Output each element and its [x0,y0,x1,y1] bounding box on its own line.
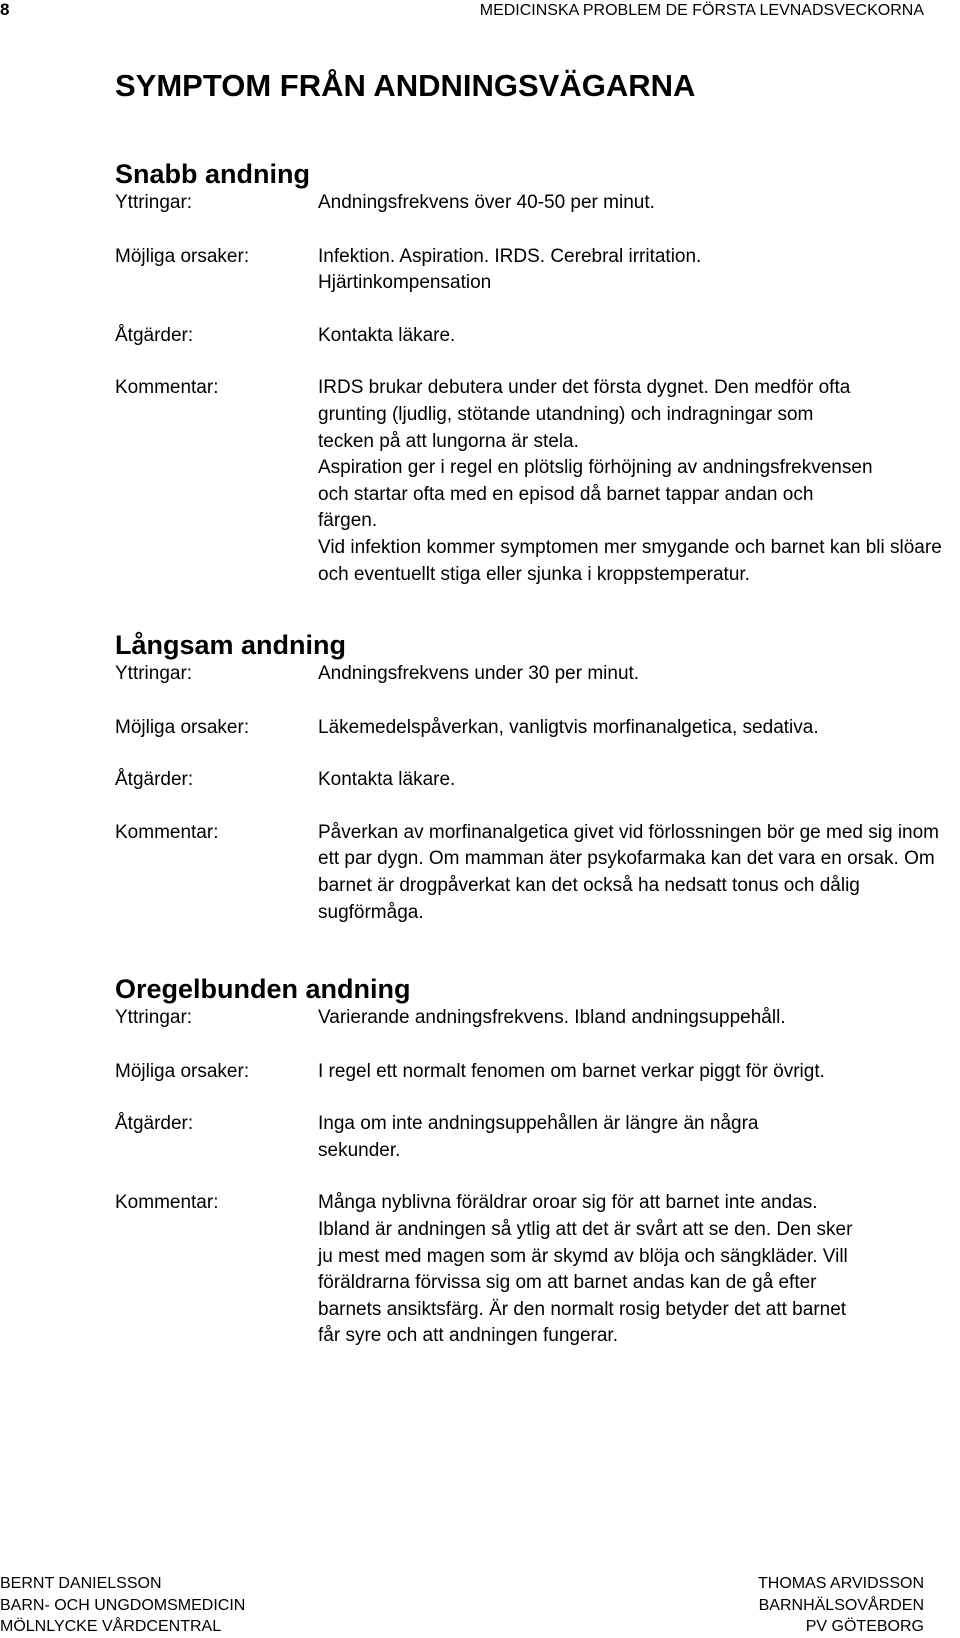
actions-row [115,767,960,794]
comment-paragraph: IRDS brukar debutera under det första dygnet. Den medför ofta grunting (ljudlig, stötande utandning) och indragningar som tecken på att lungorna är stela. [318,377,851,452]
comment-value [318,820,960,926]
footer-institution-right: PV GÖTEBORG [805,1618,924,1635]
signs-value: Andningsfrekvens över 40-50 per minut. [318,192,655,213]
signs-row [115,190,960,217]
signs-label: Yttringar: [115,1007,193,1028]
causes-label: Möjliga orsaker: [115,1060,250,1082]
footer-author-left: BERNT DANIELSSON [0,1575,162,1592]
comment-paragraph: Påverkan av morfinanalgetica givet vid förlossningen bör ge med sig inom ett par dygn. Om mamman äter psykofarmaka kan det vara en orsak. Om barnet är drogpåverkat kan det också ha nedsatt tonus och dålig sugförmåga. [318,821,939,923]
comment-row [115,820,960,926]
section-heading: Långsam andning [115,630,347,660]
comment-paragraph: Vid infektion kommer symptomen mer smygande och barnet kan bli slöare och eventuellt stiga eller sjunka i kroppstemperatur. [318,536,942,585]
comment-paragraph: Många nyblivna föräldrar oroar sig för att barnet inte andas. Ibland är andningen så ytlig att det är svårt att se den. Den sker ju mest med magen som är skymd av blöja och sängkläder. Vill föräldrarna förvissa sig om att barnet andas kan de gå efter barnets ansiktsfärg. Är den normalt rosig betyder det att barnet får syre och att andningen fungerar. [318,1192,853,1347]
causes-value: I regel ett normalt fenomen om barnet verkar piggt för övrigt. [318,1060,825,1082]
causes-label: Möjliga orsaker: [115,245,250,267]
actions-label: Åtgärder: [115,1113,194,1135]
page-title: SYMPTOM FRÅN ANDNINGSVÄGARNA [115,68,696,103]
comment-label: Kommentar: [115,377,219,399]
signs-label: Yttringar: [115,192,193,213]
section-irregular-breathing [115,972,960,1350]
footer-left [0,1573,245,1638]
comment-paragraph: Aspiration ger i regel en plötslig förhöjning av andningsfrekvensen och startar ofta med en episod då barnet tappar andan och färgen. [318,457,873,532]
footer-department-left: BARN- OCH UNGDOMSMEDICIN [0,1596,246,1614]
signs-value: Varierande andningsfrekvens. Ibland andningsuppehåll. [318,1007,786,1028]
causes-row [115,715,960,742]
signs-row [115,661,960,688]
actions-value: Kontakta läkare. [318,769,456,791]
actions-value: Inga om inte andningsuppehållen är längre än några sekunder. [318,1113,759,1161]
section-heading: Snabb andning [115,159,310,189]
signs-row [115,1005,960,1032]
page-number: 8 [0,0,10,19]
actions-row [115,1111,960,1164]
actions-label: Åtgärder: [115,769,194,791]
section-slow-breathing [115,628,960,926]
running-header: MEDICINSKA PROBLEM DE FÖRSTA LEVNADSVECKORNA [479,2,924,19]
comment-label: Kommentar: [115,1192,219,1214]
comment-value [318,375,960,588]
comment-row [115,1190,960,1350]
footer-author-right: THOMAS ARVIDSSON [758,1575,924,1592]
comment-label: Kommentar: [115,821,219,843]
signs-value: Andningsfrekvens under 30 per minut. [318,663,640,684]
causes-row [115,244,960,297]
comment-value [318,1190,863,1350]
actions-row [115,323,960,350]
comment-row [115,375,960,588]
causes-value: Läkemedelspåverkan, vanligtvis morfinanalgetica, sedativa. [318,716,819,738]
actions-value: Kontakta läkare. [318,324,456,346]
footer-institution-left: MÖLNLYCKE VÅRDCENTRAL [0,1618,222,1635]
footer-right [758,1573,924,1638]
section-heading: Oregelbunden andning [115,974,411,1004]
actions-label: Åtgärder: [115,324,194,346]
causes-row [115,1059,960,1086]
section-fast-breathing [115,157,960,588]
footer-department-right: BARNHÄLSOVÅRDEN [758,1596,924,1614]
causes-value: Infektion. Aspiration. IRDS. Cerebral irritation. Hjärtinkompensation [318,245,702,294]
signs-label: Yttringar: [115,663,193,684]
causes-label: Möjliga orsaker: [115,716,250,738]
